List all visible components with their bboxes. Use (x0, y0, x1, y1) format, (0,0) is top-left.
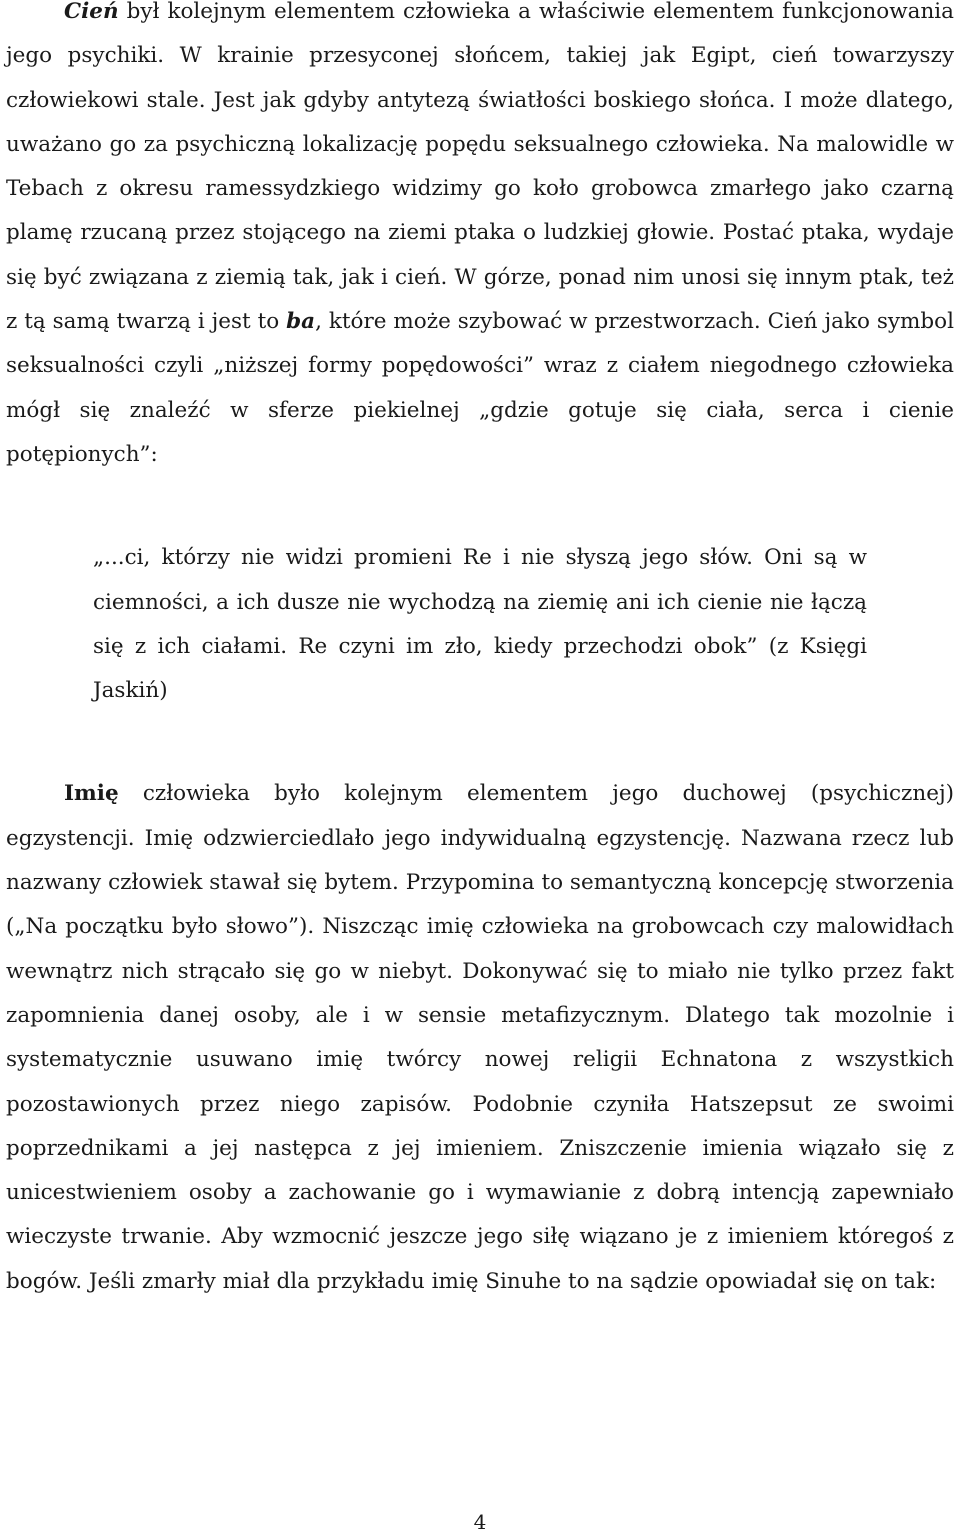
block-quote: „...ci, którzy nie widzi promieni Re i nie słyszą jego słów. Oni są w ciemności, a ich dusze nie wychodzą na ziemię ani ich cienie nie łączą się z ich ciałami. Re czyni im zło, kiedy przechodzi obok” (z Księgi Jaskiń) (93, 545, 867, 704)
page-number: 4 (473, 1510, 487, 1534)
document-page (6, 0, 954, 1304)
paragraph-cien-text-a: był kolejnym elementem człowieka a właściwie elementem funkcjonowania jego psychiki. W krainie przesyconej słońcem, takiej jak Egipt, cień towarzyszy człowiekowi stale. Jest jak gdyby antytezą światłości boskiego słońca. I może dlatego, uważano go za psychiczną lokalizację popędu seksualnego człowieka. Na malowidle w Tebach z okresu ramessydzkiego widzimy go koło grobowca zmarłego jako czarną plamę rzucaną przez stojącego na ziemi ptaka o ludzkiej głowie. Postać ptaka, wydaje się być związana z ziemią tak, jak i cień. W górze, ponad nim unosi się innym ptak, też z tą samą twarzą i jest to (6, 0, 954, 335)
term-cien: Cień (64, 0, 119, 24)
paragraph-imie (6, 772, 954, 1304)
paragraph-imie-text: człowieka było kolejnym elementem jego duchowej (psychicznej) egzystencji. Imię odzwierciedlało jego indywidualną egzystencję. Nazwana rzecz lub nazwany człowiek stawał się bytem. Przypomina to semantyczną koncepcję stworzenia („Na początku było słowo”). Niszcząc imię człowieka na grobowcach czy malowidłach wewnątrz nich strącało się go w niebyt. Dokonywać się to miało nie tylko przez fakt zapomnienia danej osoby, ale i w sensie metafizycznym. Dlatego tak mozolnie i systematycznie usuwano imię twórcy nowej religii Echnatona z wszystkich pozostawionych przez niego zapisów. Podobnie czyniła Hatszepsut ze swoimi poprzednikami a jej następca z jej imieniem. Zniszczenie imienia wiązało się z unicestwieniem osoby a zachowanie go i wymawianie z dobrą intencją zapewniało wieczyste trwanie. Aby wzmocnić jeszcze jego siłę wiązano je z imieniem któregoś z bogów. Jeśli zmarły miał dla przykładu imię Sinuhe to na sądzie opowiadał się on tak: (6, 781, 954, 1294)
term-ba: ba (286, 309, 316, 335)
term-imie: Imię (64, 781, 119, 807)
paragraph-cien (6, 0, 954, 477)
paragraph-cien-text-b: , które może szybować w przestworzach. Cień jako symbol seksualności czyli „niższej formy popędowości” wraz z ciałem niegodnego człowieka mógł się znaleźć w sferze piekielnej „gdzie gotuje się ciała, serca i cienie potępionych”: (6, 309, 954, 467)
